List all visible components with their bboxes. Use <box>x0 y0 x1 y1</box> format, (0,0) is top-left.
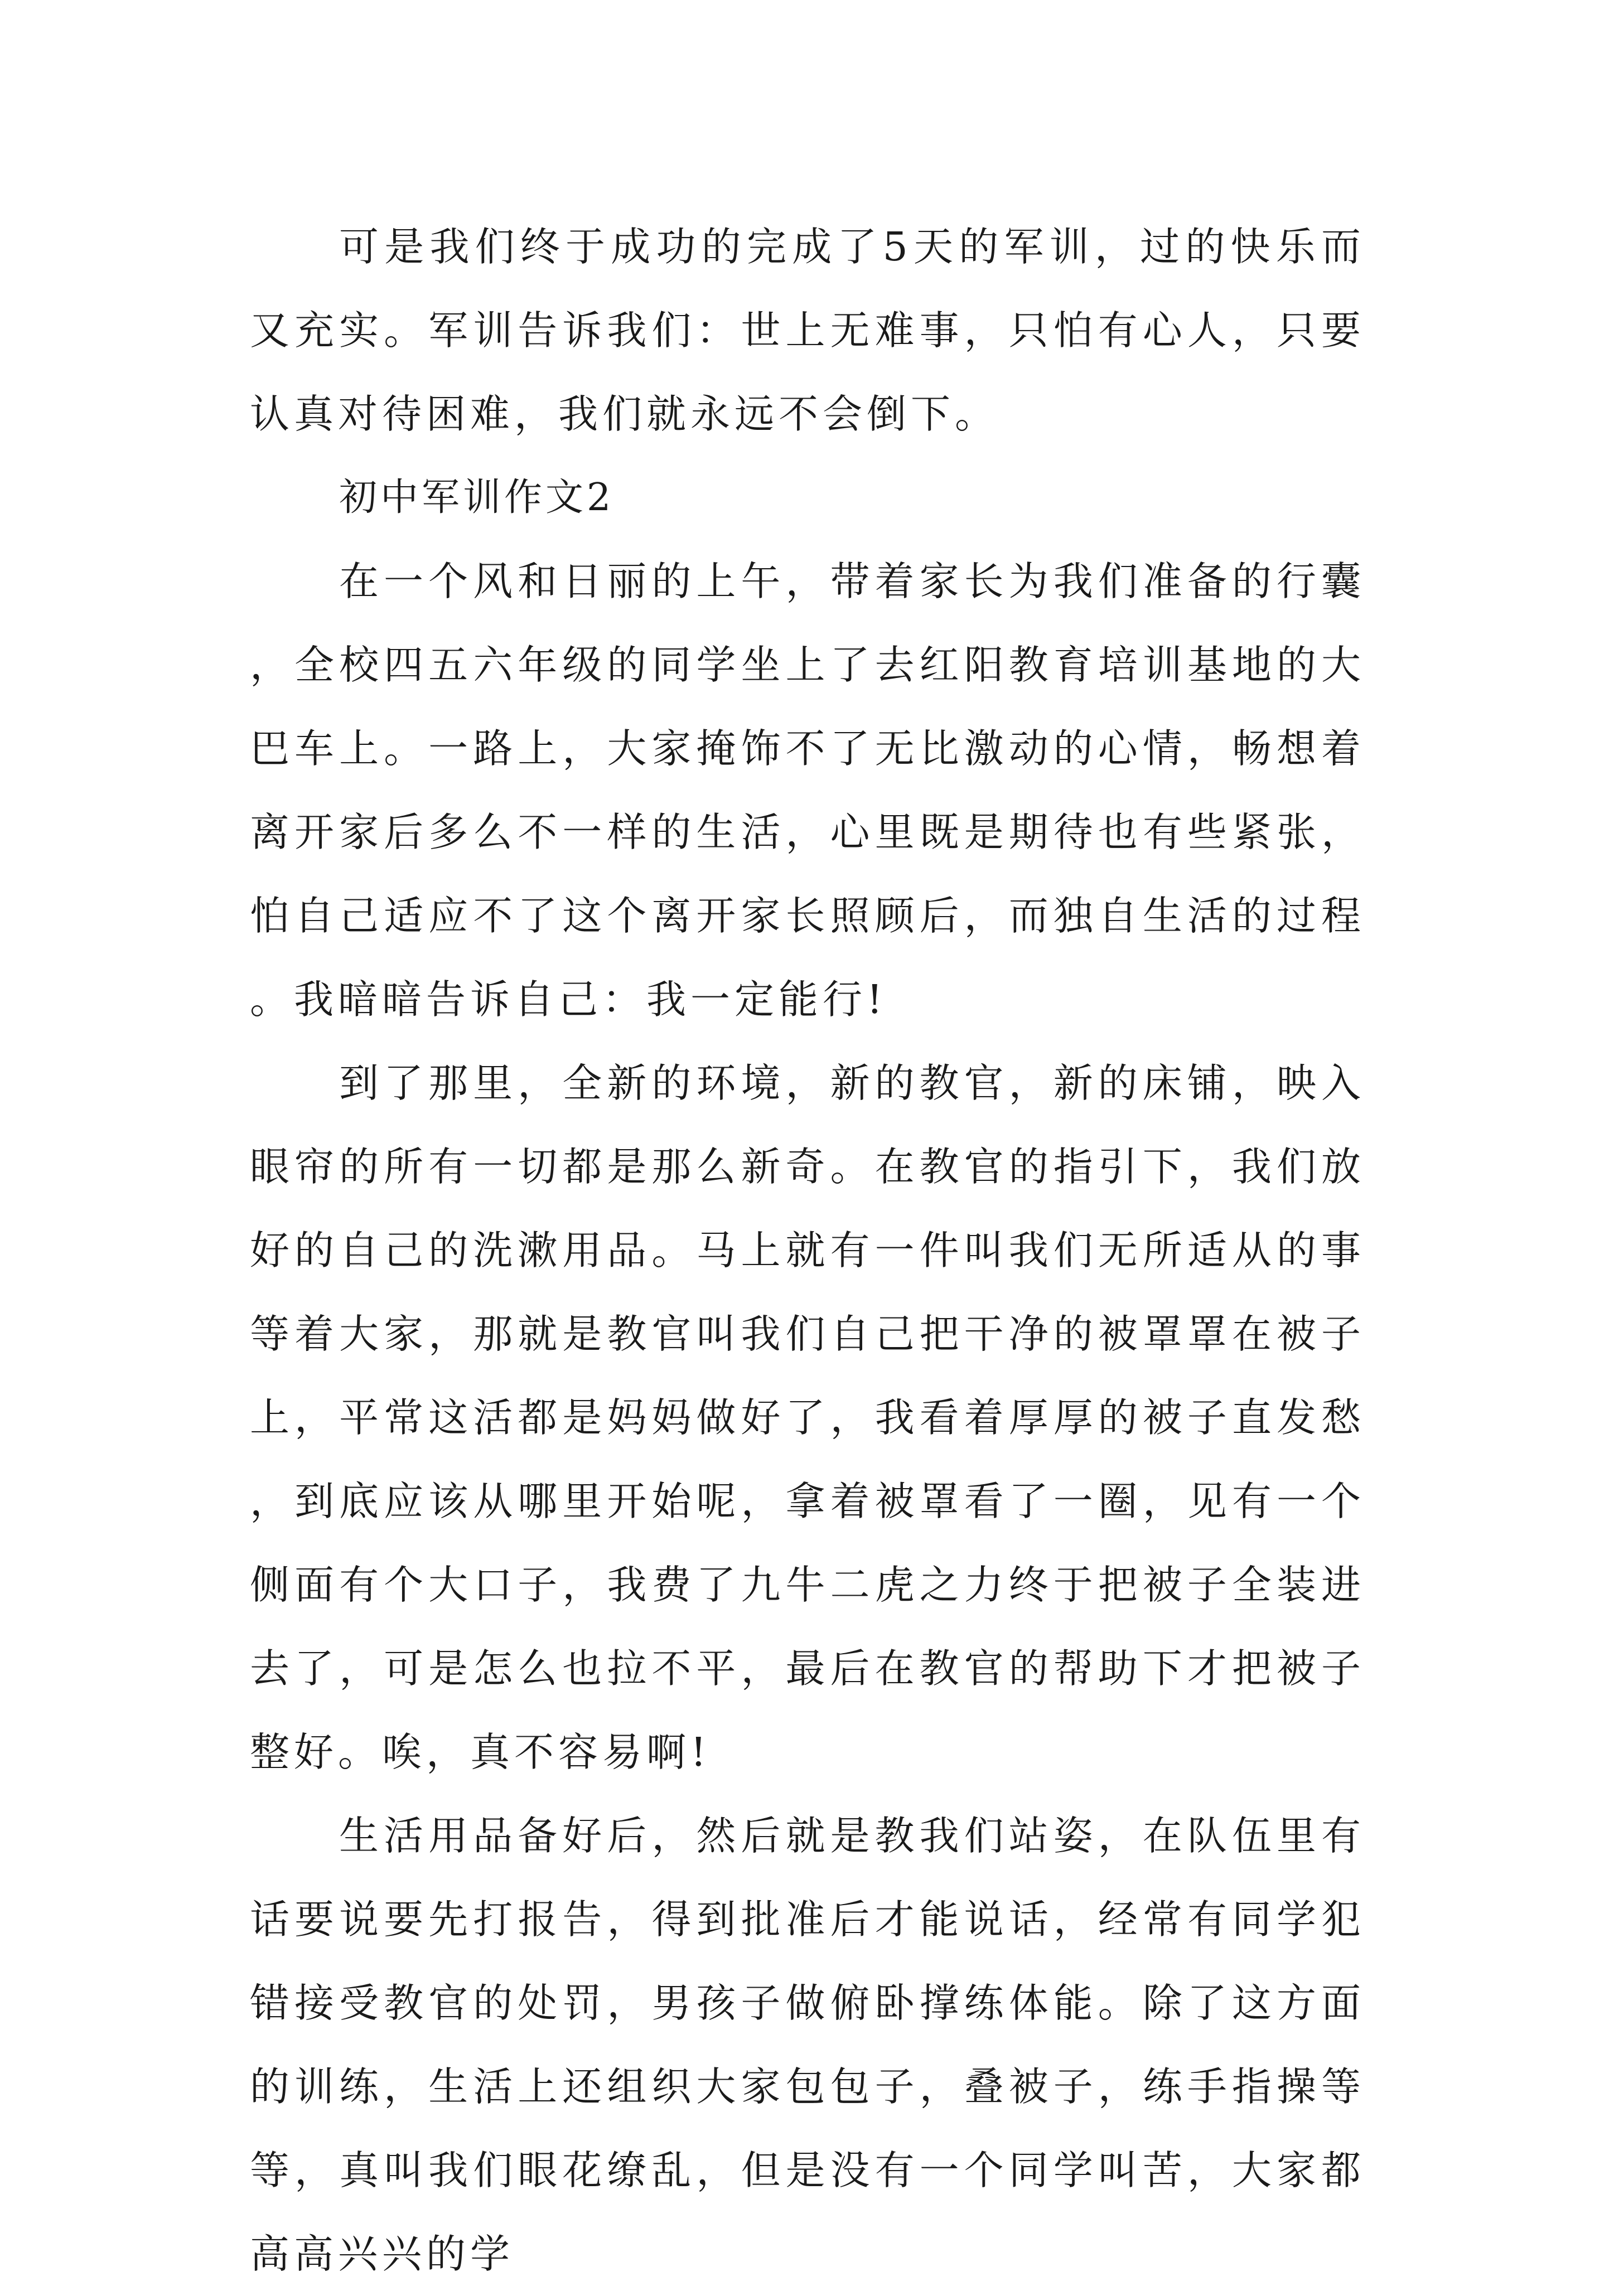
paragraph-arrival: 到了那里，全新的环境，新的教官，新的床铺，映入眼帘的所有一切都是那么新奇。在教官的指引下，我们放好的自己的洗漱用品。马上就有一件叫我们无所适从的事等着大家，那就是教官叫我们自己把干净的被罩罩在被子上，平常这活都是妈妈做好了，我看着厚厚的被子直发愁，到底应该从哪里开始呢，拿着被罩看了一圈，见有一个侧面有个大口子，我费了九牛二虎之力终于把被子全装进去了，可是怎么也拉不平，最后在教官的帮助下才把被子整好。唉，真不容易啊! <box>250 1060 1365 1775</box>
paragraph-departure: 在一个风和日丽的上午，带着家长为我们准备的行囊，全校四五六年级的同学坐上了去红阳教育培训基地的大巴车上。一路上，大家掩饰不了无比激动的心情，畅想着离开家后多么不一样的生活，心里既是期待也有些紧张，怕自己适应不了这个离开家长照顾后，而独自生活的过程。我暗暗告诉自己：我一定能行! <box>250 558 1365 1023</box>
document-body <box>250 205 1365 2296</box>
essay-title: 初中军训作文2 <box>339 476 615 520</box>
paragraph-conclusion: 可是我们终于成功的完成了5天的军训，过的快乐而又充实。军训告诉我们：世上无难事，只怕有心人，只要认真对待困难，我们就永远不会倒下。 <box>250 224 1365 437</box>
paragraph-training: 生活用品备好后，然后就是教我们站姿，在队伍里有话要说要先打报告，得到批准后才能说话，经常有同学犯错接受教官的处罚，男孩子做俯卧撑练体能。除了这方面的训练，生活上还组织大家包包子，叠被子，练手指操等等，真叫我们眼花缭乱，但是没有一个同学叫苦，大家都高高兴兴的学 <box>250 1813 1365 2277</box>
